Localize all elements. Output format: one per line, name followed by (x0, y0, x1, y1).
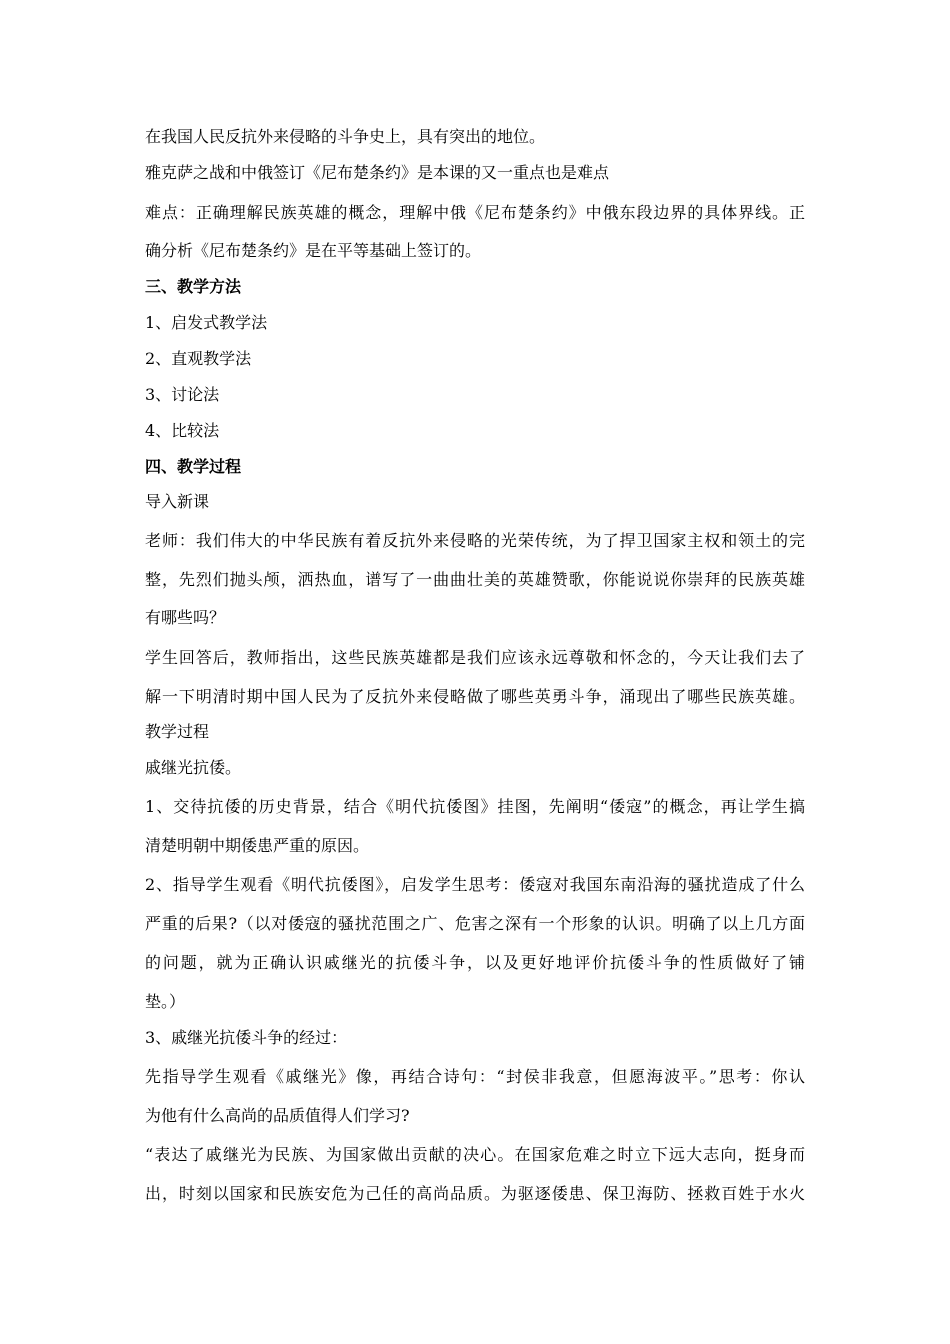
subheading: 戚继光抗倭。 (145, 758, 242, 777)
text-line: 出，时刻以国家和民族安危为己任的高尚品质。为驱逐倭患、保卫海防、拯救百姓于水火 (145, 1184, 805, 1203)
list-item: 3、讨论法 (145, 385, 220, 404)
text-line: 难点：正确理解民族英雄的概念，理解中俄《尼布楚条约》中俄东段边界的具体界线。正 (145, 203, 805, 222)
text-line: 的问题，就为正确认识戚继光的抗倭斗争，以及更好地评价抗倭斗争的性质做好了铺 (145, 953, 805, 972)
text-line: 1、交待抗倭的历史背景，结合《明代抗倭图》挂图，先阐明“倭寇”的概念，再让学生搞 (145, 797, 805, 816)
text-line: “表达了戚继光为民族、为国家做出贡献的决心。在国家危难之时立下远大志向，挺身而 (145, 1145, 805, 1164)
text-line: 为他有什么高尚的品质值得人们学习? (145, 1106, 410, 1125)
list-item: 4、比较法 (145, 421, 220, 440)
section-heading: 四、教学过程 (145, 457, 242, 476)
text-line: 2、指导学生观看《明代抗倭图》，启发学生思考：倭寇对我国东南沿海的骚扰造成了什么 (145, 875, 805, 894)
subheading: 导入新课 (145, 492, 210, 511)
text-line: 学生回答后，教师指出，这些民族英雄都是我们应该永远尊敬和怀念的，今天让我们去了 (145, 648, 805, 667)
text-line: 先指导学生观看《戚继光》像，再结合诗句：“封侯非我意，但愿海波平。”思考：你认 (145, 1067, 805, 1086)
text-line: 确分析《尼布楚条约》是在平等基础上签订的。 (145, 241, 482, 260)
text-line: 有哪些吗？ (145, 608, 226, 627)
text-line: 雅克萨之战和中俄签订《尼布楚条约》是本课的又一重点也是难点 (145, 163, 610, 182)
text-line: 在我国人民反抗外来侵略的斗争史上，具有突出的地位。 (145, 127, 546, 146)
text-line: 整，先烈们抛头颅，洒热血，谱写了一曲曲壮美的英雄赞歌，你能说说你崇拜的民族英雄 (145, 570, 805, 589)
text-line: 严重的后果?（以对倭寇的骚扰范围之广、危害之深有一个形象的认识。明确了以上几方面 (145, 914, 805, 933)
list-item: 2、直观教学法 (145, 349, 252, 368)
list-item: 1、启发式教学法 (145, 313, 268, 332)
list-item: 3、戚继光抗倭斗争的经过： (145, 1028, 348, 1047)
text-line: 老师：我们伟大的中华民族有着反抗外来侵略的光荣传统，为了捍卫国家主权和领土的完 (145, 531, 805, 550)
text-line: 垫。） (145, 992, 186, 1011)
section-heading: 三、教学方法 (145, 277, 242, 296)
text-line: 解一下明清时期中国人民为了反抗外来侵略做了哪些英勇斗争，涌现出了哪些民族英雄。 (145, 687, 805, 706)
text-line: 清楚明朝中期倭患严重的原因。 (145, 836, 370, 855)
subheading: 教学过程 (145, 722, 210, 741)
